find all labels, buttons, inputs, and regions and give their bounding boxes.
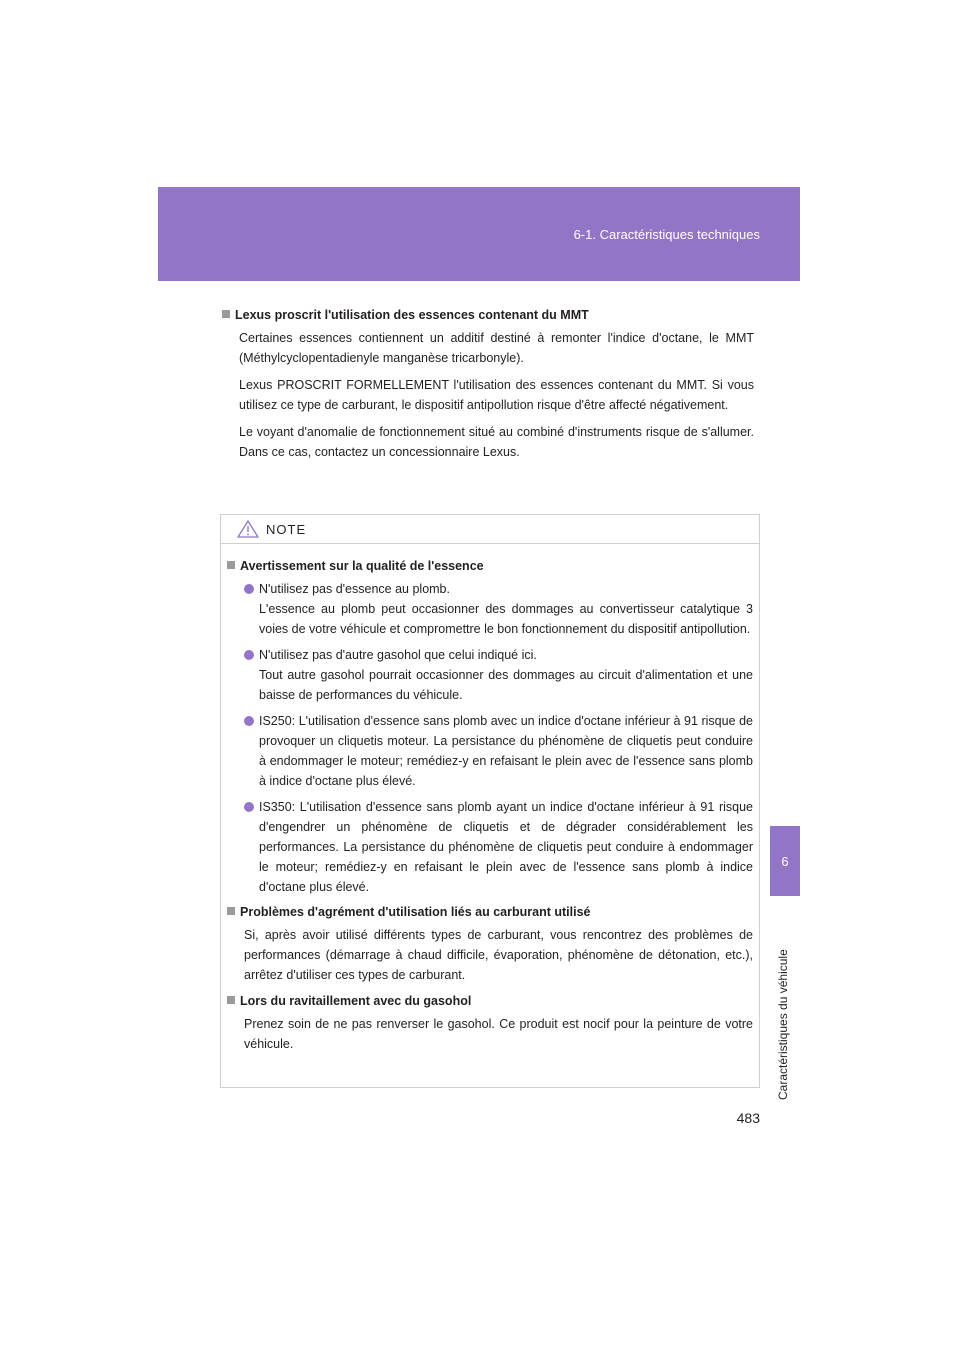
header-band [158, 187, 800, 281]
bullet-dot-icon [244, 802, 254, 812]
note-body [221, 544, 759, 1054]
section-title: Problèmes d'agrément d'utilisation liés au carburant utilisé [227, 903, 753, 921]
warning-triangle-icon [237, 520, 259, 538]
section-title: Avertissement sur la qualité de l'essence [227, 557, 753, 575]
bullet-dot-icon [244, 650, 254, 660]
mmt-section [222, 306, 754, 469]
note-box [220, 514, 760, 1088]
paragraph: Le voyant d'anomalie de fonctionnement situé au combiné d'instruments risque de s'allumer. Dans ce cas, contactez un concessionnaire Lexus. [239, 425, 754, 459]
section-title: Lors du ravitaillement avec du gasohol [227, 992, 753, 1010]
paragraph: Lexus PROSCRIT FORMELLEMENT l'utilisation des essences contenant du MMT. Si vous utilisez ce type de carburant, le dispositif antipollution risque d'être affecté négativement. [239, 378, 754, 412]
chapter-title: 6-1. Caractéristiques techniques [573, 227, 760, 242]
list-item: IS350: L'utilisation d'essence sans plomb ayant un indice d'octane inférieur à 91 risque d'engendrer un phénomène de cliquetis et de dégrader considérablement les performances. La persistance du phénomène de cliquetis peut conduire à endommager le moteur; remédiez-y en refaisant le plein avec de l'essence sans plomb à indice d'octane plus élevé. [244, 797, 753, 897]
chapter-side-label: Caractéristiques du véhicule [776, 949, 790, 1100]
list-item: IS250: L'utilisation d'essence sans plomb avec un indice d'octane inférieur à 91 risque de provoquer un cliquetis moteur. La persistance du phénomène de cliquetis peut conduire à endommager le moteur; remédiez-y en refaisant le plein avec de l'essence sans plomb à indice d'octane plus élevé. [244, 711, 753, 791]
paragraph: Si, après avoir utilisé différents types de carburant, vous rencontrez des problèmes de performances (démarrage à chaud difficile, évaporation, phénomène de détonation, etc.), arrêtez d'utiliser ces types de carburant. [244, 928, 753, 982]
paragraph: Certaines essences contiennent un additif destiné à remonter l'indice d'octane, le MMT (Méthylcyclopentadienyle manganèse tricarbonyle). [239, 331, 754, 365]
section-title: Lexus proscrit l'utilisation des essences contenant du MMT [222, 306, 754, 324]
bullet-dot-icon [244, 716, 254, 726]
square-bullet-icon [227, 907, 235, 915]
list-item: N'utilisez pas d'essence au plomb. L'essence au plomb peut occasionner des dommages au convertisseur catalytique 3 voies de votre véhicule et compromettre le bon fonctionnement du dispositif antipollution. [244, 579, 753, 639]
square-bullet-icon [227, 561, 235, 569]
page-number: 483 [736, 1110, 760, 1126]
paragraph: Prenez soin de ne pas renverser le gasohol. Ce produit est nocif pour la peinture de votre véhicule. [244, 1017, 753, 1051]
chapter-tab[interactable]: 6 [770, 826, 800, 896]
bullet-dot-icon [244, 584, 254, 594]
note-label: NOTE [266, 521, 307, 537]
square-bullet-icon [222, 310, 230, 318]
note-header [221, 515, 759, 544]
list-item: N'utilisez pas d'autre gasohol que celui indiqué ici. Tout autre gasohol pourrait occasionner des dommages au circuit d'alimentation et une baisse de performances du véhicule. [244, 645, 753, 705]
square-bullet-icon [227, 996, 235, 1004]
